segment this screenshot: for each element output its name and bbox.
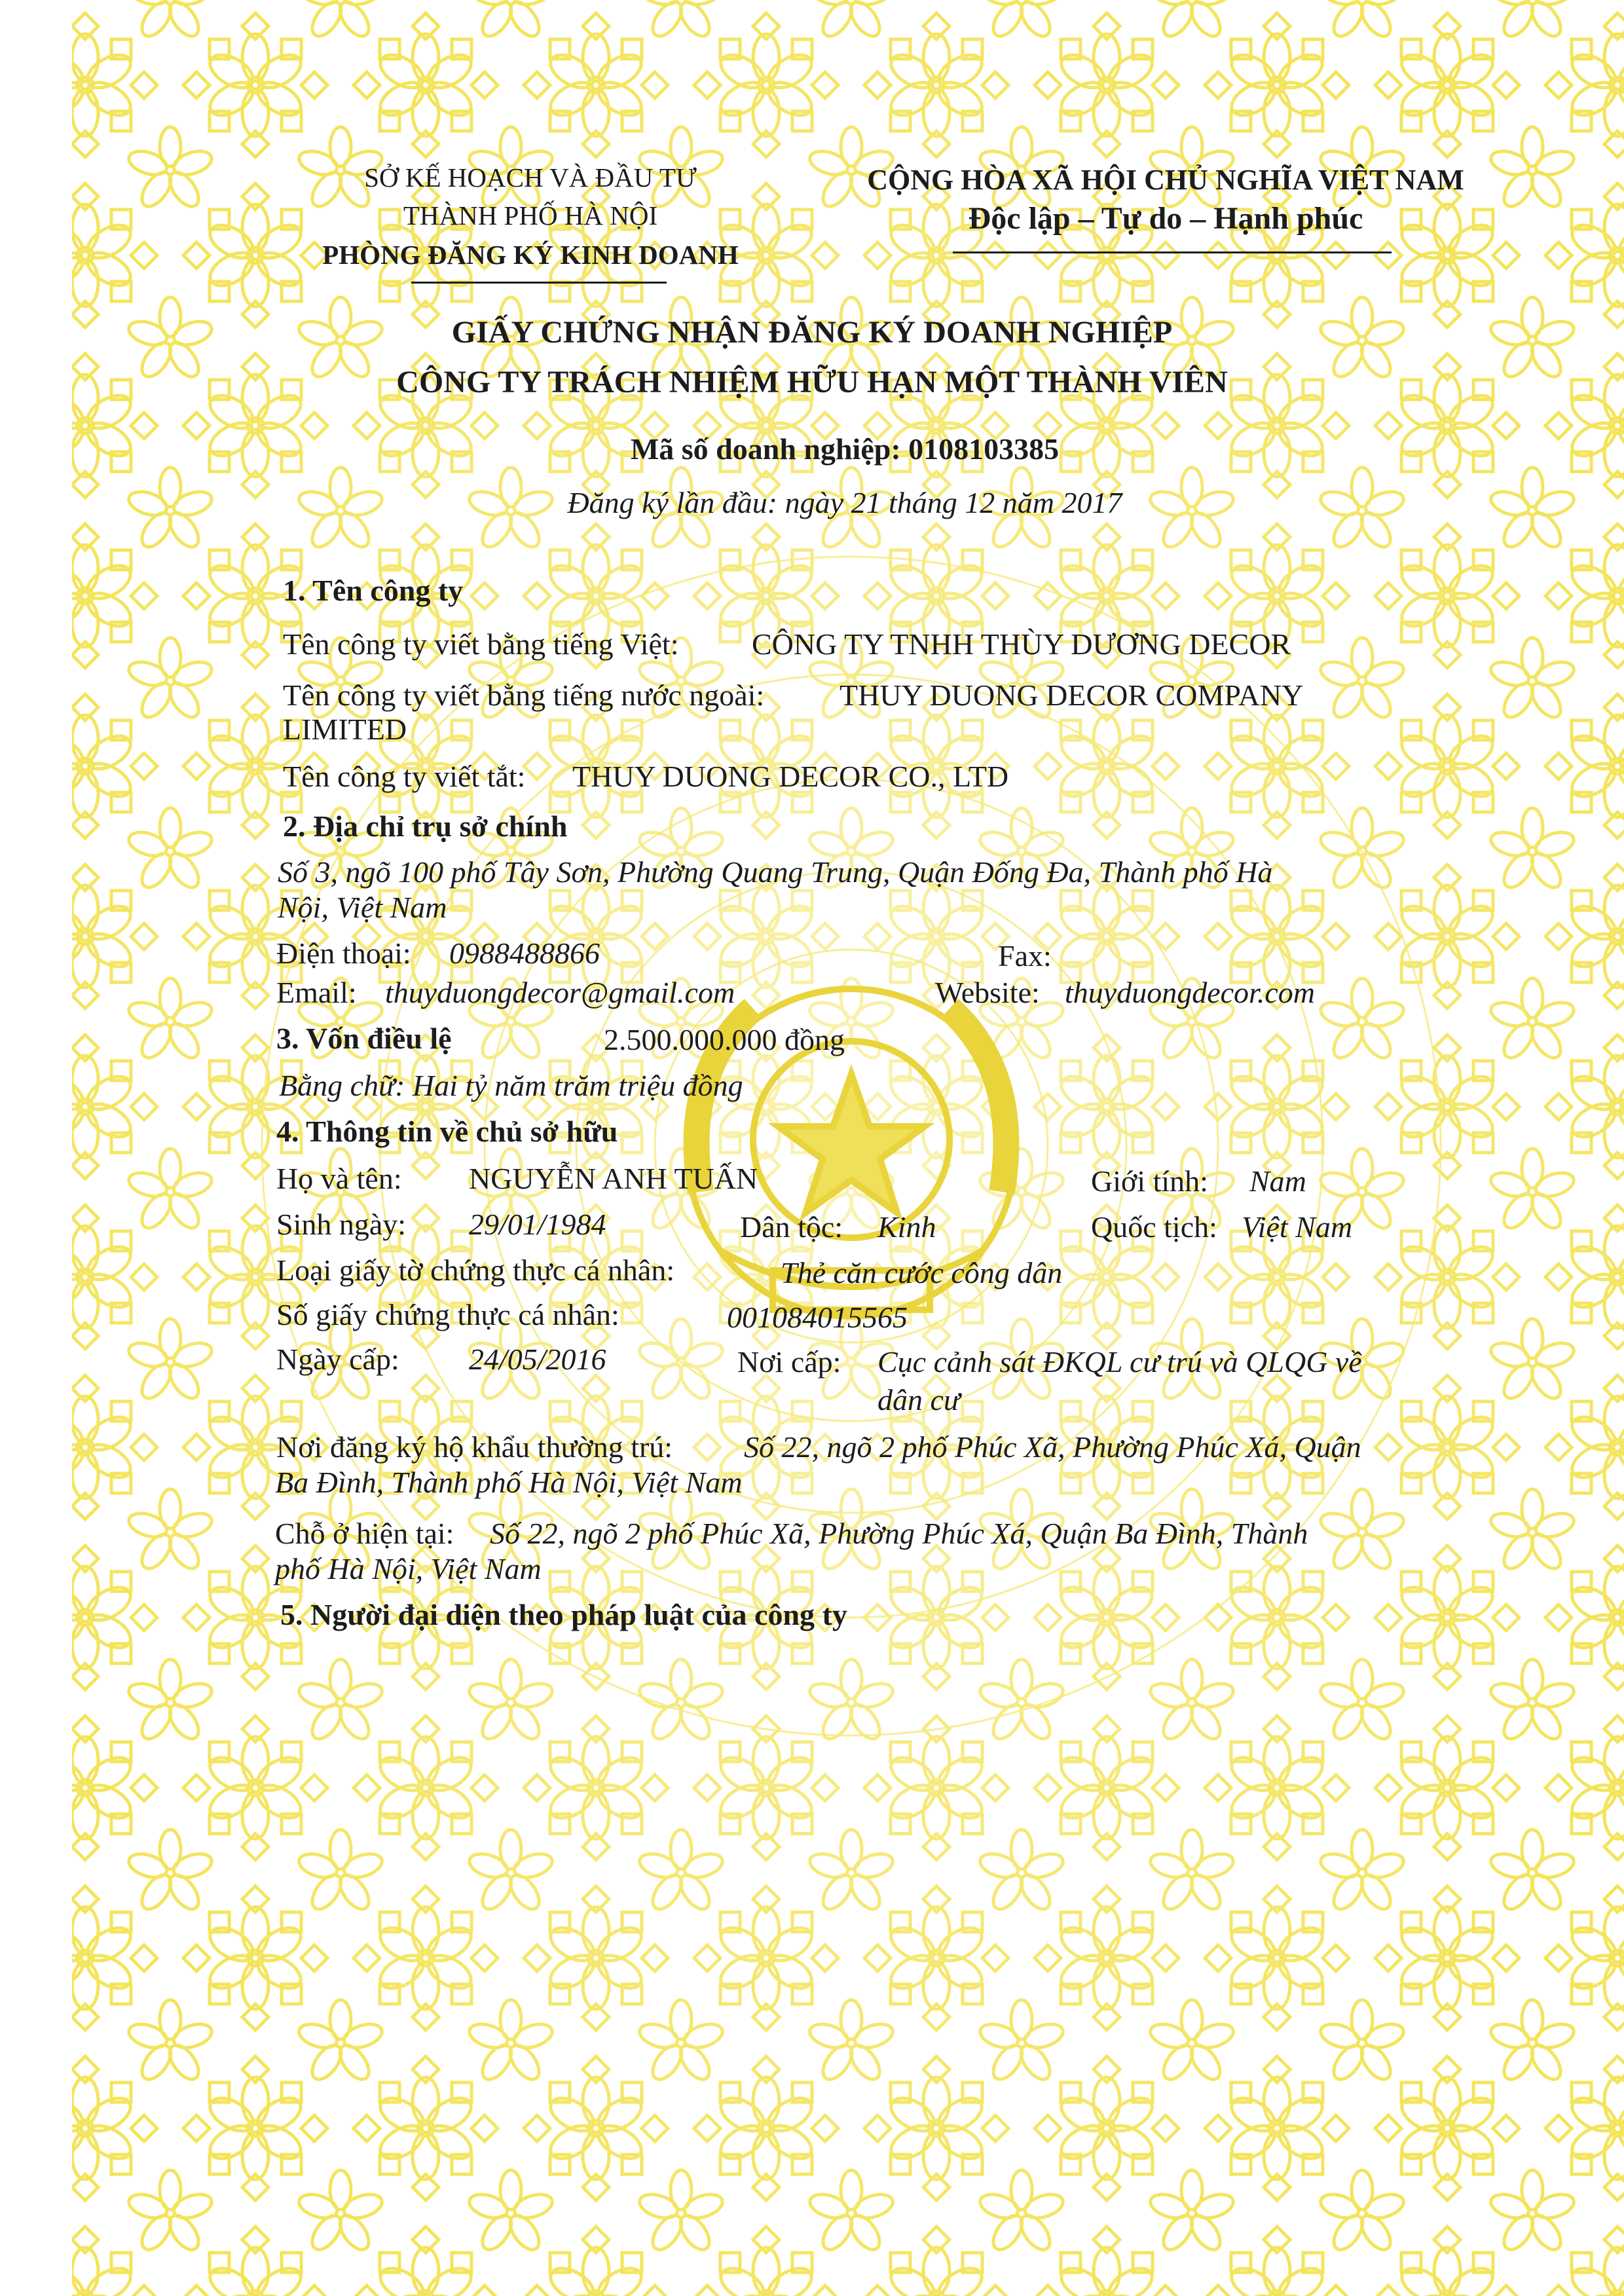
phone-label: Điện thoại: — [276, 936, 411, 970]
charter-capital-amount: 2.500.000.000 đồng — [604, 1023, 845, 1056]
gender-value: Nam — [1249, 1164, 1306, 1198]
ethnic-label: Dân tộc: — [740, 1210, 843, 1244]
fax-label: Fax: — [998, 939, 1052, 972]
first-registration-date: Đăng ký lần đầu: ngày 21 tháng 12 năm 2017 — [567, 486, 1122, 519]
nationality-value: Việt Nam — [1242, 1210, 1353, 1244]
address-line-2: Nội, Việt Nam — [278, 891, 447, 924]
residence-label: Nơi đăng ký hộ khẩu thường trú: — [276, 1430, 673, 1464]
id-number-value: 001084015565 — [727, 1301, 908, 1334]
header-city: THÀNH PHỐ HÀ NỘI — [403, 200, 658, 231]
vn-name-label: Tên công ty viết bằng tiếng Việt: — [283, 627, 679, 661]
header-right-rule — [953, 251, 1392, 253]
issue-date-value: 24/05/2016 — [469, 1342, 606, 1376]
dob-label: Sinh ngày: — [276, 1208, 407, 1241]
ethnic-value: Kinh — [877, 1210, 936, 1244]
email-label: Email: — [276, 976, 357, 1009]
header-motto: Độc lập – Tự do – Hạnh phúc — [968, 201, 1363, 236]
document-subtitle: CÔNG TY TRÁCH NHIỆM HỮU HẠN MỘT THÀNH VIÊN — [396, 365, 1228, 399]
website-label: Website: — [935, 976, 1040, 1009]
header-office: PHÒNG ĐĂNG KÝ KINH DOANH — [322, 240, 739, 270]
section2-heading: 2. Địa chỉ trụ sở chính — [283, 809, 568, 843]
current-address-value-2: phố Hà Nội, Việt Nam — [275, 1552, 542, 1585]
residence-value-1: Số 22, ngõ 2 phố Phúc Xã, Phường Phúc Xá, Quận — [744, 1430, 1361, 1464]
header-left-rule — [411, 282, 667, 284]
section1-heading: 1. Tên công ty — [283, 574, 464, 607]
foreign-name-value-2: LIMITED — [283, 713, 407, 746]
email-value: thuyduongdecor@gmail.com — [385, 976, 735, 1009]
header-country: CỘNG HÒA XÃ HỘI CHỦ NGHĨA VIỆT NAM — [867, 164, 1464, 196]
document-title: GIẤY CHỨNG NHẬN ĐĂNG KÝ DOANH NGHIỆP — [451, 315, 1173, 350]
id-type-label: Loại giấy tờ chứng thực cá nhân: — [276, 1253, 675, 1287]
phone-value: 0988488866 — [449, 936, 600, 970]
foreign-name-label: Tên công ty viết bằng tiếng nước ngoài: — [283, 678, 765, 712]
address-line-1: Số 3, ngõ 100 phố Tây Sơn, Phường Quang Trung, Quận Đống Đa, Thành phố Hà — [278, 855, 1273, 889]
current-address-label: Chỗ ở hiện tại: — [275, 1517, 454, 1550]
foreign-name-value-1: THUY DUONG DECOR COMPANY — [840, 678, 1304, 712]
short-name-label: Tên công ty viết tắt: — [283, 760, 526, 793]
section3-heading: 3. Vốn điều lệ — [276, 1022, 452, 1055]
nationality-label: Quốc tịch: — [1091, 1210, 1217, 1244]
header-department: SỞ KẾ HOẠCH VÀ ĐẦU TƯ — [364, 162, 697, 193]
id-number-label: Số giấy chứng thực cá nhân: — [276, 1298, 619, 1331]
website-value: thuyduongdecor.com — [1065, 976, 1315, 1009]
owner-name-value: NGUYỄN ANH TUẤN — [469, 1162, 758, 1195]
issue-date-label: Ngày cấp: — [276, 1342, 399, 1376]
issue-place-value-2: dân cư — [877, 1383, 961, 1416]
section4-heading: 4. Thông tin về chủ sở hữu — [276, 1115, 618, 1148]
short-name-value: THUY DUONG DECOR CO., LTD — [572, 760, 1009, 793]
charter-capital-in-words: Bằng chữ: Hai tỷ năm trăm triệu đồng — [279, 1069, 743, 1102]
vn-name-value: CÔNG TY TNHH THÙY DƯƠNG DECOR — [752, 627, 1291, 661]
residence-value-2: Ba Đình, Thành phố Hà Nội, Việt Nam — [275, 1466, 743, 1499]
gender-label: Giới tính: — [1091, 1164, 1208, 1198]
current-address-value-1: Số 22, ngõ 2 phố Phúc Xã, Phường Phúc Xá, Quận Ba Đình, Thành — [490, 1517, 1308, 1550]
issue-place-label: Nơi cấp: — [737, 1345, 841, 1379]
id-type-value: Thẻ căn cước công dân — [781, 1256, 1063, 1289]
enterprise-code: Mã số doanh nghiệp: 0108103385 — [630, 432, 1060, 466]
section5-heading: 5. Người đại diện theo pháp luật của công ty — [280, 1598, 847, 1631]
issue-place-value-1: Cục cảnh sát ĐKQL cư trú và QLQG về — [877, 1345, 1362, 1379]
dob-value: 29/01/1984 — [469, 1208, 606, 1241]
owner-name-label: Họ và tên: — [276, 1162, 402, 1195]
